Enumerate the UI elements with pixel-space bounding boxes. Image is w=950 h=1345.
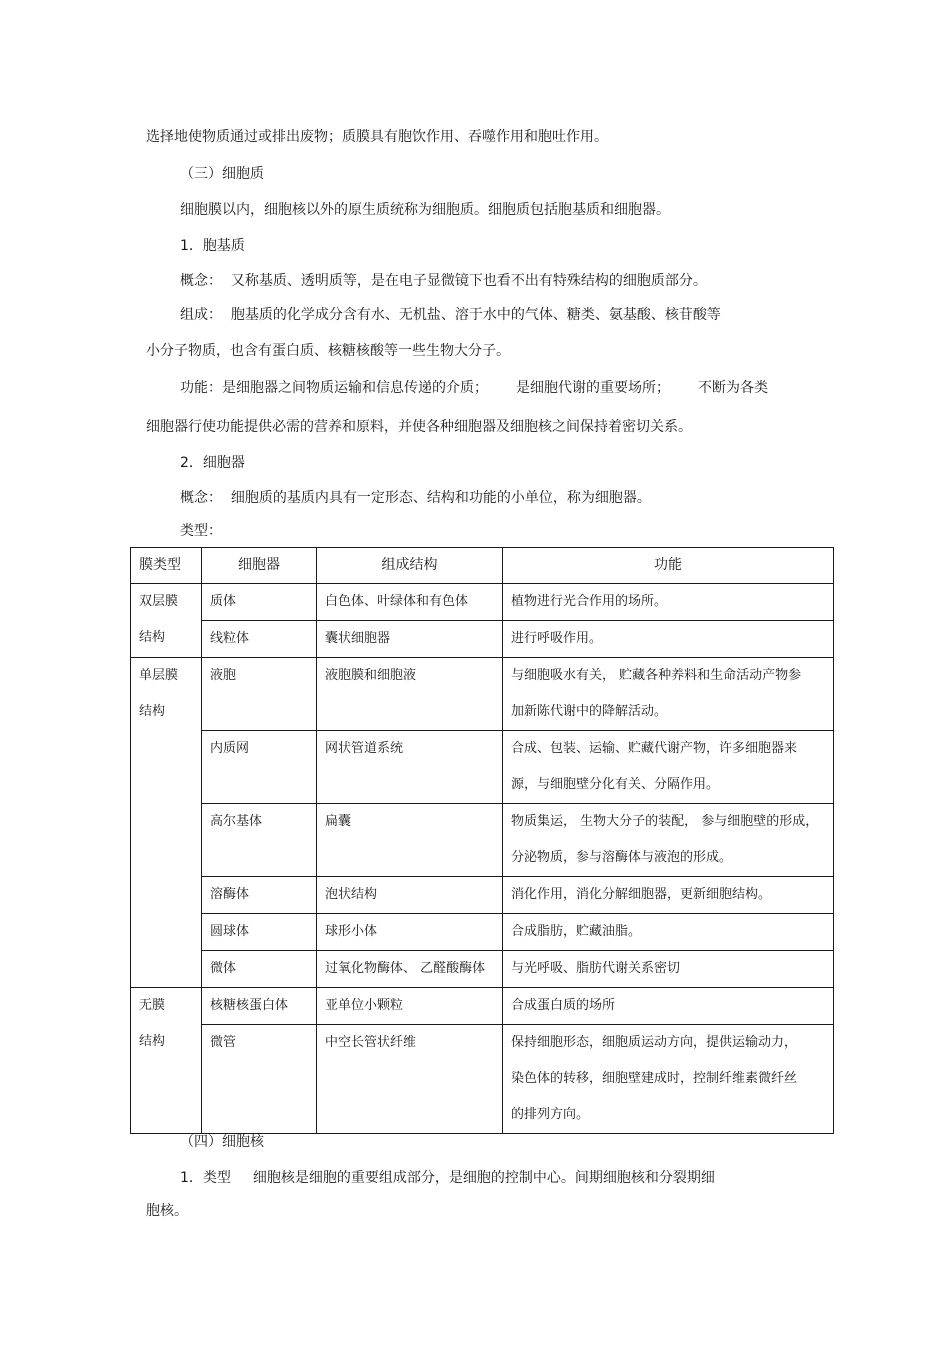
structure-cell: 网状管道系统	[317, 731, 503, 804]
table-row	[131, 951, 834, 988]
organelle-cell: 核糖核蛋白体	[202, 988, 317, 1025]
text-segment: 是细胞代谢的重要场所；	[516, 380, 670, 396]
organelle-cell: 线粒体	[202, 621, 317, 658]
structure-cell: 过氧化物酶体、 乙醛酸酶体	[317, 951, 503, 988]
subsection-heading: 2．细胞器	[180, 455, 245, 471]
table-row	[131, 877, 834, 914]
header-cell: 细胞器	[202, 548, 317, 584]
table-row	[131, 914, 834, 951]
function-cell: 消化作用，消化分解细胞器，更新细胞结构。	[503, 877, 834, 914]
text-line: 组成： 胞基质的化学成分含有水、无机盐、溶于水中的气体、糖类、氨基酸、核苷酸等	[180, 307, 721, 323]
organelle-cell: 微体	[202, 951, 317, 988]
text-line: 胞核。	[146, 1203, 188, 1219]
text-line: 类型：	[180, 523, 222, 539]
structure-cell: 白色体、叶绿体和有色体	[317, 584, 503, 621]
function-cell: 物质集运， 生物大分子的装配， 参与细胞壁的形成， 分泌物质，参与溶酶体与液泡的形成。	[503, 804, 834, 877]
header-cell: 功能	[503, 548, 834, 584]
table-header-row	[131, 548, 834, 584]
structure-cell: 球形小体	[317, 914, 503, 951]
function-cell: 保持细胞形态，细胞质运动方向，提供运输动力， 染色体的转移，细胞壁建成时，控制纤维素微纤丝 的排列方向。	[503, 1025, 834, 1134]
structure-cell: 泡状结构	[317, 877, 503, 914]
table-row	[131, 658, 834, 731]
function-cell: 合成蛋白质的场所	[503, 988, 834, 1025]
membrane-type-cell: 无膜 结构	[131, 988, 202, 1134]
text-line: 细胞器行使功能提供必需的营养和原料，并使各种细胞器及细胞核之间保持着密切关系。	[146, 419, 692, 435]
function-cell: 与光呼吸、脂肪代谢关系密切	[503, 951, 834, 988]
structure-cell: 中空长管状纤维	[317, 1025, 503, 1134]
text-segment: 功能：是细胞器之间物质运输和信息传递的介质；	[180, 380, 488, 396]
table-row	[131, 621, 834, 658]
function-cell: 合成、包装、运输、贮藏代谢产物，许多细胞器来 源，与细胞壁分化有关、分隔作用。	[503, 731, 834, 804]
text-line: 概念： 细胞质的基质内具有一定形态、结构和功能的小单位，称为细胞器。	[180, 490, 651, 506]
table-row	[131, 1025, 834, 1134]
table-row	[131, 584, 834, 621]
section-heading: （四）细胞核	[180, 1134, 264, 1150]
header-cell: 组成结构	[317, 548, 503, 584]
structure-cell: 亚单位小颗粒	[317, 988, 503, 1025]
organelle-cell: 微管	[202, 1025, 317, 1134]
table-row	[131, 731, 834, 804]
text-segment: 细胞核是细胞的重要组成部分，是细胞的控制中心。间期细胞核和分裂期细	[252, 1170, 715, 1186]
structure-cell: 液胞膜和细胞液	[317, 658, 503, 731]
header-cell: 膜类型	[131, 548, 202, 584]
text-line: 概念： 又称基质、透明质等，是在电子显微镜下也看不出有特殊结构的细胞质部分。	[180, 273, 707, 289]
text-line	[180, 378, 768, 398]
text-line: 选择地使物质通过或排出废物；质膜具有胞饮作用、吞噬作用和胞吐作用。	[146, 129, 608, 145]
text-line	[180, 1168, 715, 1188]
structure-cell: 囊状细胞器	[317, 621, 503, 658]
organelle-cell: 质体	[202, 584, 317, 621]
section-heading: （三）细胞质	[180, 166, 264, 182]
subsection-heading: 1．胞基质	[180, 238, 245, 254]
text-line: 小分子物质，也含有蛋白质、核糖核酸等一些生物大分子。	[146, 343, 510, 359]
function-cell: 进行呼吸作用。	[503, 621, 834, 658]
membrane-type-cell: 双层膜 结构	[131, 584, 202, 658]
text-segment: 不断为各类	[698, 380, 768, 396]
organelle-cell: 圆球体	[202, 914, 317, 951]
table-row	[131, 804, 834, 877]
text-segment: 1．类型	[180, 1170, 231, 1186]
membrane-type-cell: 单层膜 结构	[131, 658, 202, 988]
organelle-cell: 溶酶体	[202, 877, 317, 914]
text-line: 细胞膜以内，细胞核以外的原生质统称为细胞质。细胞质包括胞基质和细胞器。	[180, 202, 670, 218]
function-cell: 与细胞吸水有关， 贮藏各种养料和生命活动产物参 加新陈代谢中的降解活动。	[503, 658, 834, 731]
function-cell: 植物进行光合作用的场所。	[503, 584, 834, 621]
organelle-cell: 高尔基体	[202, 804, 317, 877]
table-row	[131, 988, 834, 1025]
organelle-cell: 液胞	[202, 658, 317, 731]
function-cell: 合成脂肪，贮藏油脂。	[503, 914, 834, 951]
organelle-table	[130, 547, 834, 1134]
structure-cell: 扁囊	[317, 804, 503, 877]
organelle-cell: 内质网	[202, 731, 317, 804]
